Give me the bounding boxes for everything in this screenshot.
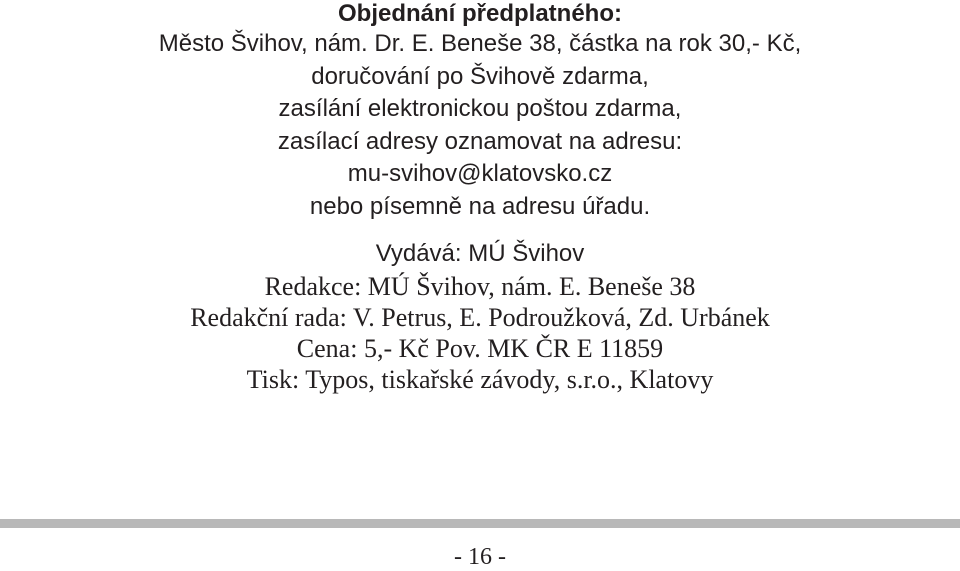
subscription-line-price: Město Švihov, nám. Dr. E. Beneše 38, částka na rok 30,- Kč,	[158, 30, 802, 57]
imprint-editorial-board: Redakční rada: V. Petrus, E. Podroužková, Zd. Urbánek	[190, 302, 770, 332]
imprint-price-registration: Cena: 5,- Kč Pov. MK ČR E 11859	[296, 333, 664, 363]
subscription-heading: Objednání předplatného:	[337, 0, 622, 27]
subscription-line-address-instruction: zasílací adresy oznamovat na adresu:	[277, 127, 683, 155]
footer-divider	[0, 519, 960, 528]
subscription-details	[0, 28, 960, 223]
subscription-line-delivery: doručování po Švihově zdarma,	[311, 62, 649, 90]
subscription-line-email-delivery: zasílání elektronickou poštou zdarma,	[278, 95, 682, 122]
subscription-line-postal: nebo písemně na adresu úřadu.	[309, 192, 651, 220]
imprint-editorial-office: Redakce: MÚ Švihov, nám. E. Beneše 38	[264, 271, 696, 301]
subscription-email-address: mu-svihov@klatovsko.cz	[347, 160, 613, 187]
subscription-order-section	[0, 0, 960, 223]
imprint-publisher: Vydává: MÚ Švihov	[375, 240, 585, 267]
imprint-printer: Tisk: Typos, tiskařské závody, s.r.o., Klatovy	[246, 364, 714, 394]
imprint-section	[0, 237, 960, 395]
page-number: - 16 -	[454, 544, 506, 570]
